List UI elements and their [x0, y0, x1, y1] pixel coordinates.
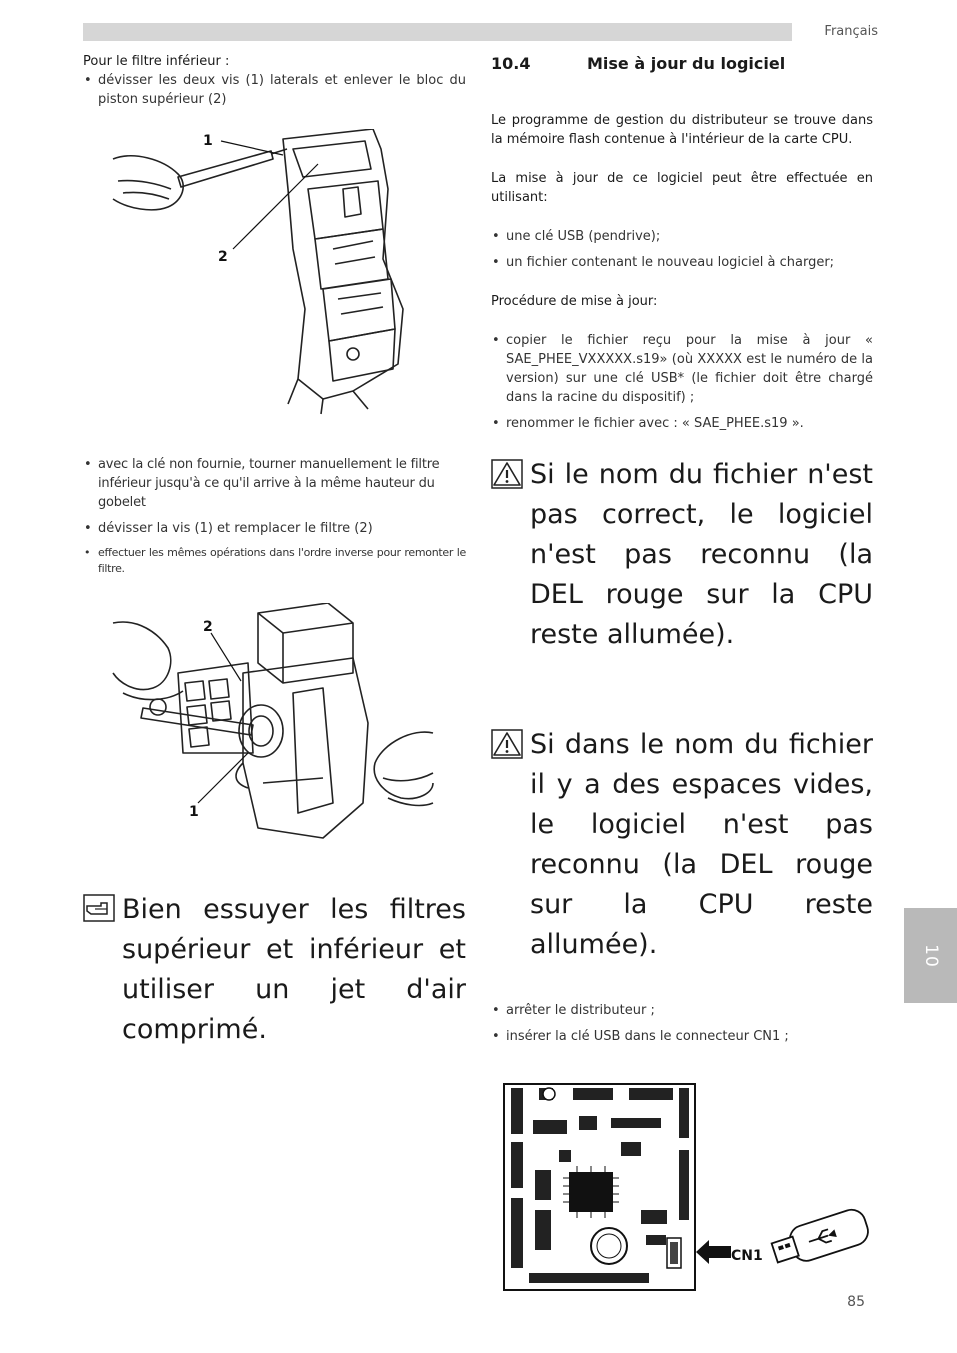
list-item: • une clé USB (pendrive);: [491, 227, 873, 246]
procedure-heading: Procédure de mise à jour:: [491, 294, 658, 309]
chapter-tab-label: 10: [920, 943, 941, 968]
figure2-label-1: 1: [189, 804, 199, 820]
figure-cpu-board-usb: [491, 1080, 873, 1295]
list-item: • dévisser la vis (1) et remplacer le filtre (2): [83, 519, 466, 538]
section-heading: [491, 54, 873, 73]
note-text: Bien essuyer les filtres supérieur et inférieur et utiliser un jet d'air comprimé.: [122, 894, 466, 1045]
bullet-list-top: [83, 71, 466, 109]
language-label: Français: [824, 24, 878, 39]
section-number: 10.4: [491, 54, 531, 73]
right-column: [491, 52, 873, 1295]
figure-filter-replacement: [83, 603, 466, 848]
list-item: • avec la clé non fournie, tourner manuellement le filtre inférieur jusqu'à ce qu'il arrive à la même hauteur du gobelet: [83, 455, 466, 512]
figure1-label-2: 2: [218, 249, 228, 265]
warning-block-2: [491, 725, 873, 965]
warning-text: Si le nom du fichier n'est pas correct, le logiciel n'est pas reconnu (la DEL rouge sur la CPU reste allumée).: [530, 459, 873, 650]
header-bar: [83, 23, 792, 41]
warning-block-1: [491, 455, 873, 655]
warning-text: Si dans le nom du fichier il y a des espaces vides, le logiciel n'est pas reconnu (la DEL rouge sur la CPU reste allumée).: [530, 729, 873, 960]
figure-filter-removal: [83, 129, 466, 419]
page-number: 85: [847, 1294, 865, 1310]
figure3-label-cn1: CN1: [731, 1248, 763, 1264]
left-column: [83, 52, 466, 1050]
figure2-label-2: 2: [203, 619, 213, 635]
paragraph: La mise à jour de ce logiciel peut être effectuée en utilisant:: [491, 171, 873, 205]
bullet-list-requirements: [491, 227, 873, 272]
warning-triangle-icon: [491, 729, 523, 759]
list-item: • un fichier contenant le nouveau logiciel à charger;: [491, 253, 873, 272]
list-item: • dévisser les deux vis (1) laterals et enlever le bloc du piston supérieur (2): [83, 71, 466, 109]
figure1-label-1: 1: [203, 133, 213, 149]
list-item: • effectuer les mêmes opérations dans l'ordre inverse pour remonter le filtre.: [83, 545, 466, 577]
bullet-list-final: [491, 1001, 873, 1046]
list-item: • insérer la clé USB dans le connecteur CN1 ;: [491, 1027, 873, 1046]
intro-text: Pour le filtre inférieur :: [83, 54, 230, 69]
list-item: • renommer le fichier avec : « SAE_PHEE.s19 ».: [491, 414, 873, 433]
chapter-tab: [904, 908, 957, 1003]
bullet-list-mid: [83, 455, 466, 577]
bullet-list-procedure: [491, 331, 873, 433]
list-item: • copier le fichier reçu pour la mise à jour « SAE_PHEE_VXXXXX.s19» (où XXXXX est le numéro de la version) sur une clé USB* (le fichier doit être chargé dans la racine du dispositif) ;: [491, 331, 873, 407]
paragraph: Le programme de gestion du distributeur se trouve dans la mémoire flash contenue à l'intérieur de la carte CPU.: [491, 113, 873, 147]
section-title: Mise à jour du logiciel: [587, 54, 786, 73]
note-block: [83, 890, 466, 1050]
list-item: • arrêter le distributeur ;: [491, 1001, 873, 1020]
pointing-hand-icon: [83, 894, 115, 922]
warning-triangle-icon: [491, 459, 523, 489]
